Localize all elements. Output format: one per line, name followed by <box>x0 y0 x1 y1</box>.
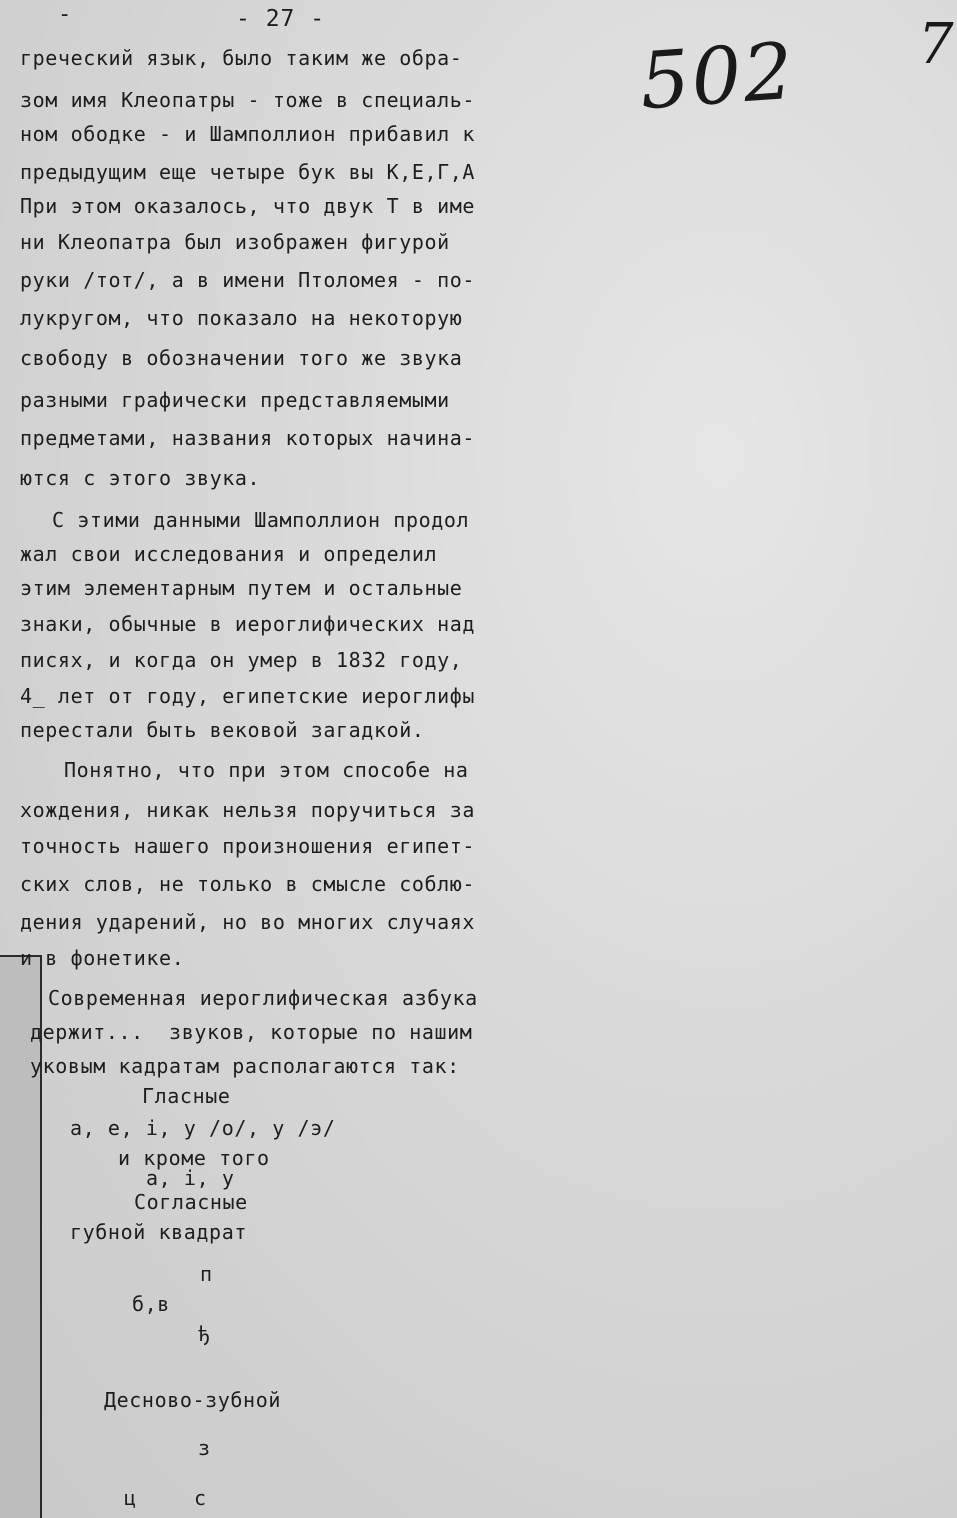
text-line: предметами, названия которых начина- <box>20 426 476 450</box>
text-line: греческий язык, было таким же обра- <box>20 46 463 70</box>
text-line: руки /тот/, а в имени Птоломея - по- <box>20 268 476 292</box>
text-line: ном ободке - и Шамполлион прибавил к <box>20 122 476 146</box>
text-line: С этими данными Шамполлион продол <box>52 508 470 532</box>
text-line: Современная иероглифическая азбука <box>48 986 478 1010</box>
text-line: предыдущим еще четыре бук вы К,Е,Г,А <box>20 160 476 184</box>
text-line: писях, и когда он умер в 1832 году, <box>20 648 463 672</box>
consonant-s: с <box>194 1486 207 1510</box>
heading-labial: губной квадрат <box>70 1220 247 1244</box>
text-line: жал свои исследования и определил <box>20 542 438 566</box>
text-line: дения ударений, но во многих случаях <box>20 910 476 934</box>
vowel-list-extra: а, і, у <box>146 1166 235 1190</box>
heading-labiodental: Десново-зубной <box>104 1388 281 1412</box>
text-line: ских слов, не только в смысле соблю- <box>20 872 476 896</box>
consonant-ts: ц <box>124 1486 137 1510</box>
consonant-z: з <box>198 1436 211 1460</box>
handwritten-folio-number: 502 <box>637 26 798 128</box>
text-line: Понятно, что при этом способе на <box>64 758 469 782</box>
text-line: свободу в обозначении того же звука <box>20 346 463 370</box>
text-line: точность нашего произношения египет- <box>20 834 476 858</box>
text-line: зом имя Клеопатры - тоже в специаль- <box>20 88 476 112</box>
text-line: перестали быть вековой загадкой. <box>20 718 425 742</box>
text-line: ни Клеопатра был изображен фигурой <box>20 230 450 254</box>
text-line: ются с этого звука. <box>20 466 261 490</box>
text-line: держит... звуков, которые по нашим <box>30 1020 473 1044</box>
text-line: и кроме того <box>118 1146 270 1170</box>
text-line: этим элементарным путем и остальные <box>20 576 463 600</box>
text-line: лукругом, что показало на некоторую <box>20 306 463 330</box>
text-line: При этом оказалось, что двук Т в име <box>20 194 476 218</box>
consonant-p: п <box>200 1262 213 1286</box>
text-line: знаки, обычные в иероглифических над <box>20 612 476 636</box>
text-line: хождения, никак нельзя поручиться за <box>20 798 476 822</box>
vowel-list: а, е, і, у /о/, у /э/ <box>70 1116 336 1140</box>
handwritten-sheet-number: 7 <box>918 12 954 77</box>
text-line: уковым кадратам располагаются так: <box>30 1054 460 1078</box>
text-line: разными графически представляемыми <box>20 388 450 412</box>
heading-vowels: Гласные <box>142 1084 231 1108</box>
text-line: и в фонетике. <box>20 946 185 970</box>
heading-consonants: Согласные <box>134 1190 248 1214</box>
consonant-special: ђ <box>198 1322 211 1346</box>
header-dash: - <box>58 2 72 27</box>
consonant-b-v: б,в <box>132 1292 170 1316</box>
text-line: 4_ лет от году, египетские иероглифы <box>20 684 476 708</box>
page-number: - 27 - <box>236 6 326 32</box>
